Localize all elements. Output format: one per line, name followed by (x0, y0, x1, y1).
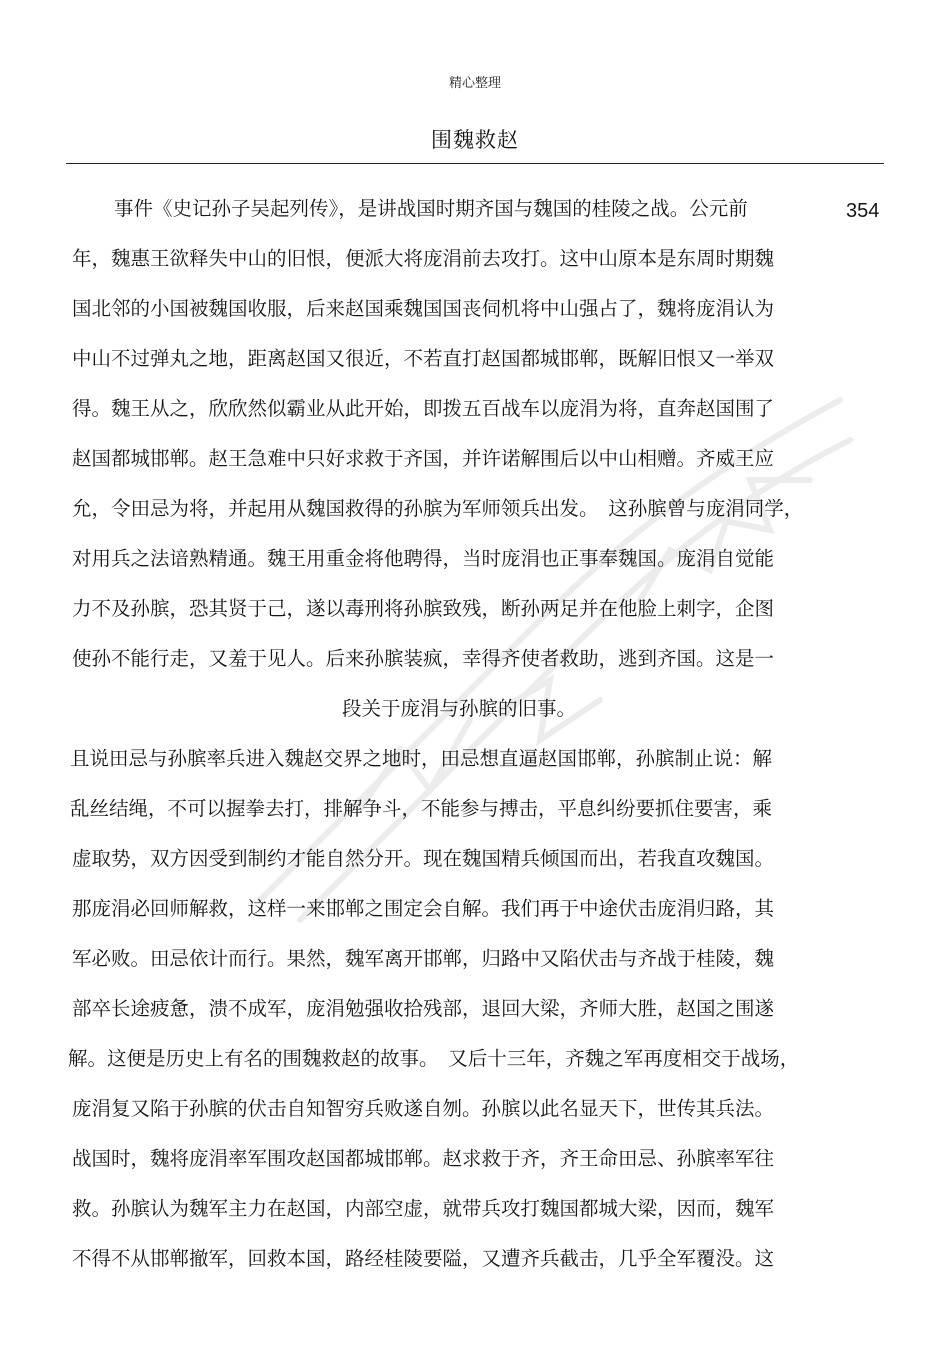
text-line: 使孙不能行走，又羞于见人。后来孙膑装疯，幸得齐使者救助，逃到齐国。这是一 (72, 647, 775, 670)
text-line: 解。这便是历史上有名的围魏救赵的故事。 又后十三年，齐魏之军再度相交于战场， (68, 1047, 800, 1070)
text-line: 赵国都城邯郸。赵王急难中只好求救于齐国，并许诺解围后以中山相赠。齐威王应 (72, 447, 775, 470)
text-line: 事件《史记孙子吴起列传》，是讲战国时期齐国与魏国的桂陵之战。公元前 (114, 197, 748, 220)
text-line: 且说田忌与孙膑率兵进入魏赵交界之地时，田忌想直逼赵国邯郸，孙膑制止说：解 (70, 747, 773, 770)
page-number: 354 (846, 200, 880, 222)
text-line: 乱丝结绳，不可以握拳去打，排解争斗，不能参与搏击，平息纠纷要抓住要害，乘 (70, 797, 773, 820)
text-line: 允，令田忌为将，并起用从魏国救得的孙膑为军师领兵出发。 这孙膑曾与庞涓同学， (72, 497, 804, 520)
text-line: 得。魏王从之，欣欣然似霸业从此开始，即拨五百战车以庞涓为将，直奔赵国围了 (72, 397, 775, 420)
document-title: 围魏救赵 (431, 128, 519, 152)
text-line: 部卒长途疲惫，溃不成军，庞涓勉强收拾残部，退回大梁，齐师大胜，赵国之围遂 (72, 997, 775, 1020)
text-line: 对用兵之法谙熟精通。魏王用重金将他聘得，当时庞涓也正事奉魏国。庞涓自觉能 (72, 547, 775, 570)
text-line: 庞涓复又陷于孙膑的伏击自知智穷兵败遂自刎。孙膑以此名显天下，世传其兵法。 (72, 1097, 775, 1120)
text-line: 中山不过弹丸之地，距离赵国又很近，不若直打赵国都城邯郸，既解旧恨又一举双 (72, 347, 775, 370)
text-line: 虚取势，双方因受到制约才能自然分开。现在魏国精兵倾国而出，若我直攻魏国。 (72, 847, 775, 870)
text-line: 段关于庞涓与孙膑的旧事。 (342, 697, 577, 720)
text-line: 年，魏惠王欲释失中山的旧恨，便派大将庞涓前去攻打。这中山原本是东周时期魏 (72, 247, 775, 270)
text-line: 救。孙膑认为魏军主力在赵国，内部空虚，就带兵攻打魏国都城大梁，因而，魏军 (72, 1197, 775, 1220)
title-divider (66, 163, 884, 164)
text-line: 战国时，魏将庞涓率军围攻赵国都城邯郸。赵求救于齐，齐王命田忌、孙膑率军往 (72, 1147, 775, 1170)
text-line: 不得不从邯郸撤军，回救本国，路经桂陵要隘，又遭齐兵截击，几乎全军覆没。这 (72, 1247, 775, 1270)
text-line: 那庞涓必回师解救，这样一来邯郸之围定会自解。我们再于中途伏击庞涓归路，其 (72, 897, 775, 920)
text-line: 力不及孙膑，恐其贤于己，遂以毒刑将孙膑致残，断孙两足并在他脸上刺字，企图 (72, 597, 775, 620)
text-line: 国北邻的小国被魏国收服，后来赵国乘魏国国丧伺机将中山强占了，魏将庞涓认为 (72, 297, 775, 320)
text-line: 军必败。田忌依计而行。果然，魏军离开邯郸，归路中又陷伏击与齐战于桂陵，魏 (72, 947, 775, 970)
header-note: 精心整理 (448, 76, 501, 91)
